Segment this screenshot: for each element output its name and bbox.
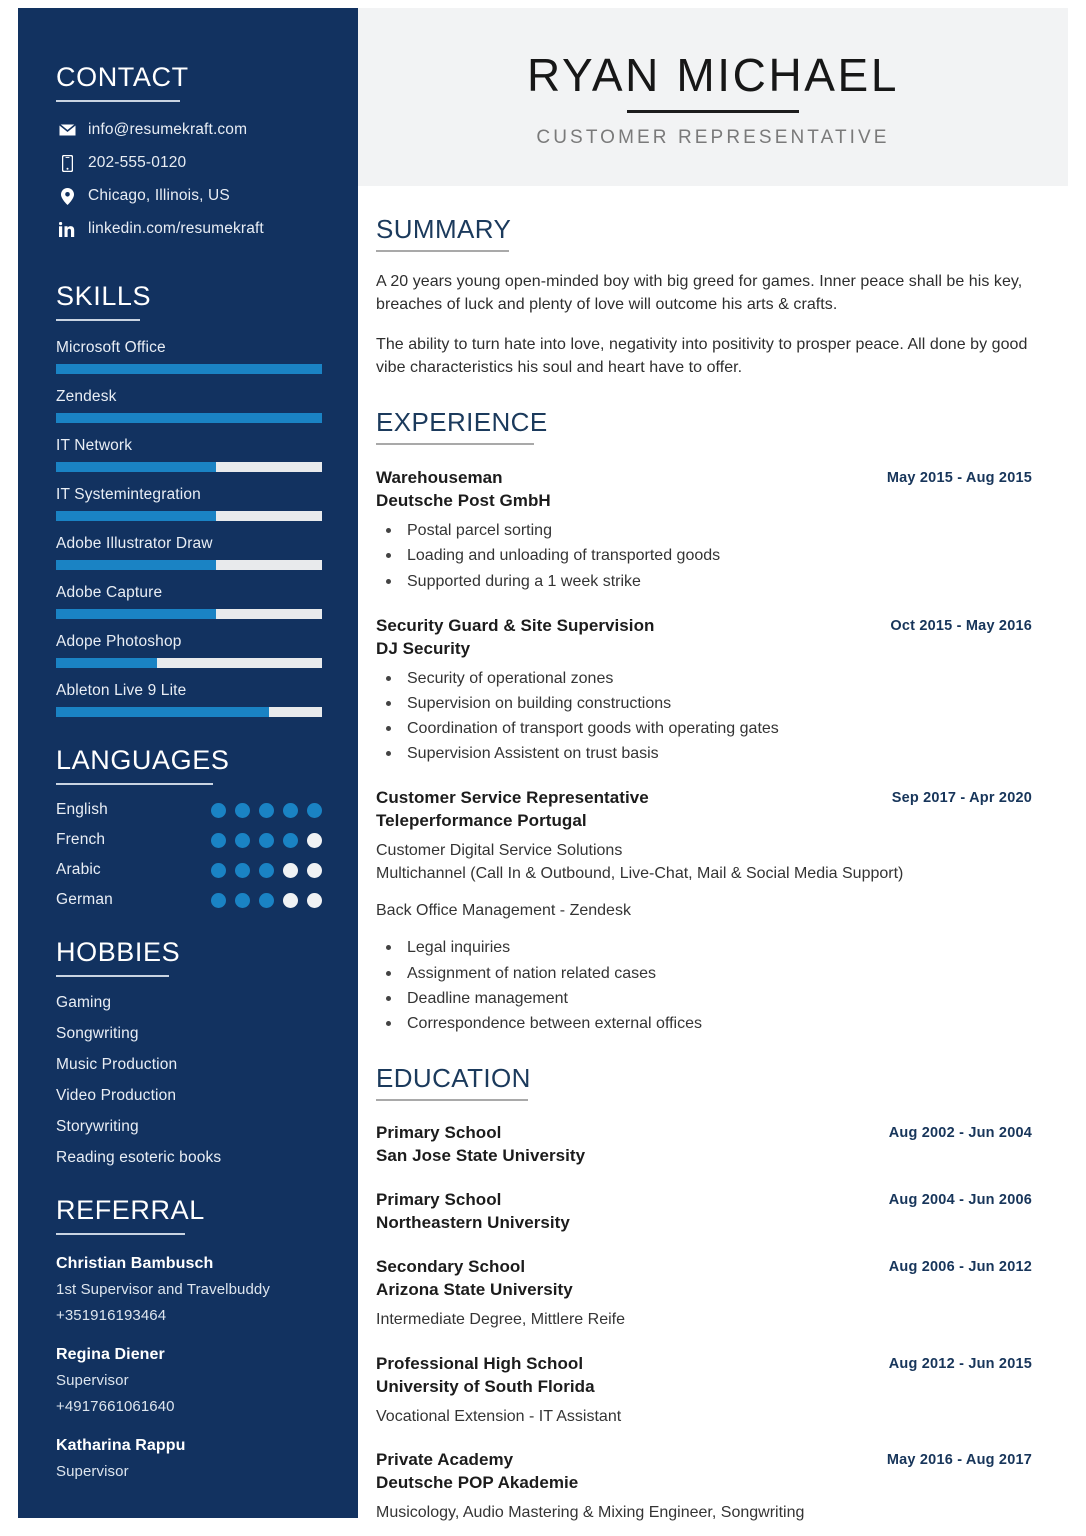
location-pin-icon xyxy=(56,188,78,205)
skill-bar xyxy=(56,658,322,668)
spacer xyxy=(56,717,322,747)
list-item: Legal inquiries xyxy=(376,936,1032,959)
rating-dot-filled xyxy=(235,863,250,878)
hobby-item: Video Production xyxy=(56,1087,177,1104)
skill-bar-fill xyxy=(56,658,157,668)
contact-email-text: info@resumekraft.com xyxy=(88,121,248,138)
hobbies-list xyxy=(56,994,322,1167)
experience-note: Customer Digital Service Solutions xyxy=(376,842,623,860)
list-item: Supervision Assistent on trust basis xyxy=(376,742,1032,765)
experience-note: Back Office Management - Zendesk xyxy=(376,901,631,919)
languages-heading-rule xyxy=(56,783,213,785)
hobby-item: Reading esoteric books xyxy=(56,1149,222,1166)
skill-item xyxy=(56,584,322,619)
experience-entry xyxy=(376,467,1032,592)
experience-org: Deutsche Post GmbH xyxy=(376,491,551,511)
skill-bar-fill xyxy=(56,609,216,619)
referral-heading-rule xyxy=(56,1233,185,1235)
list-item: Security of operational zones xyxy=(376,667,1032,690)
contact-item-location[interactable] xyxy=(56,187,322,205)
experience-role: Warehouseman xyxy=(376,468,503,488)
rating-dot-filled xyxy=(211,893,226,908)
rating-dot-empty xyxy=(307,893,322,908)
rating-dot-filled xyxy=(307,803,322,818)
education-date: Aug 2004 - Jun 2006 xyxy=(888,1192,1032,1209)
education-heading: EDUCATION xyxy=(376,1063,531,1094)
referral-phone: +351916193464 xyxy=(56,1307,167,1324)
rating-dot-filled xyxy=(259,863,274,878)
referral-name: Katharina Rappu xyxy=(56,1437,186,1454)
education-school: University of South Florida xyxy=(376,1376,595,1396)
referral-role: Supervisor xyxy=(56,1463,129,1480)
rating-dot-empty xyxy=(283,863,298,878)
skill-item xyxy=(56,339,322,374)
languages-heading: LANGUAGES xyxy=(56,745,230,775)
experience-role: Customer Service Representative xyxy=(376,788,649,808)
sidebar xyxy=(18,8,358,1518)
skill-label: Adobe Illustrator Draw xyxy=(56,535,213,552)
language-rating xyxy=(211,833,322,848)
skill-label: Zendesk xyxy=(56,388,117,405)
list-item: Coordination of transport goods with operating gates xyxy=(376,717,1032,740)
education-date: Aug 2002 - Jun 2004 xyxy=(888,1125,1032,1142)
languages-list xyxy=(56,801,322,909)
referral-list xyxy=(56,1255,322,1480)
language-rating xyxy=(211,893,322,908)
language-item xyxy=(56,861,322,879)
summary-heading: SUMMARY xyxy=(376,214,512,244)
mobile-phone-icon xyxy=(56,155,78,172)
skills-section-header xyxy=(56,283,322,321)
skill-bar xyxy=(56,511,322,521)
hobby-item: Gaming xyxy=(56,994,112,1011)
experience-entry xyxy=(376,615,1032,766)
page-title: RYAN MICHAEL xyxy=(526,48,900,101)
rating-dot-filled xyxy=(283,803,298,818)
experience-bullets xyxy=(376,667,1032,766)
summary-paragraph: A 20 years young open-minded boy with big greed for games. Inner peace shall be his key, breaches of luck and plenty of love will outcome his arts & crafts. xyxy=(376,273,1023,314)
education-degree: Private Academy xyxy=(376,1450,514,1470)
education-degree: Secondary School xyxy=(376,1257,526,1277)
rating-dot-filled xyxy=(259,803,274,818)
skill-bar xyxy=(56,462,322,472)
job-title: CUSTOMER REPRESENTATIVE xyxy=(536,126,890,148)
education-school: San Jose State University xyxy=(376,1146,586,1166)
contact-heading-rule xyxy=(56,100,180,102)
experience-org: Teleperformance Portugal xyxy=(376,811,587,831)
hobby-item: Songwriting xyxy=(56,1025,139,1042)
rating-dot-empty xyxy=(307,833,322,848)
rating-dot-filled xyxy=(211,833,226,848)
skill-item xyxy=(56,633,322,668)
list-item: Deadline management xyxy=(376,987,1032,1010)
education-entry xyxy=(376,1449,1032,1525)
skill-label: IT Systemintegration xyxy=(56,486,201,503)
skill-item xyxy=(56,388,322,423)
rating-dot-empty xyxy=(283,893,298,908)
education-degree: Professional High School xyxy=(376,1353,584,1373)
contact-list xyxy=(56,121,322,238)
experience-role: Security Guard & Site Supervision xyxy=(376,615,655,635)
education-degree: Primary School xyxy=(376,1190,502,1210)
skill-bar-fill xyxy=(56,364,322,374)
language-rating xyxy=(211,803,322,818)
skill-bar-fill xyxy=(56,560,216,570)
referral-item xyxy=(56,1255,322,1324)
spacer xyxy=(56,253,322,283)
name-divider xyxy=(627,110,799,113)
skill-bar-fill xyxy=(56,413,322,423)
education-date: Aug 2006 - Jun 2012 xyxy=(888,1259,1032,1276)
rating-dot-filled xyxy=(211,863,226,878)
skill-label: Ableton Live 9 Lite xyxy=(56,682,187,699)
experience-heading-rule xyxy=(376,443,534,445)
experience-section xyxy=(376,409,1032,1035)
skill-bar xyxy=(56,413,322,423)
spacer xyxy=(56,909,322,939)
list-item: Postal parcel sorting xyxy=(376,519,1032,542)
rating-dot-filled xyxy=(235,833,250,848)
language-label: English xyxy=(56,801,108,818)
contact-location-text: Chicago, Illinois, US xyxy=(88,187,230,204)
language-rating xyxy=(211,863,322,878)
language-item xyxy=(56,891,322,909)
referral-section-header xyxy=(56,1197,322,1235)
education-degree: Primary School xyxy=(376,1123,502,1143)
skills-list xyxy=(56,339,322,717)
education-note: Vocational Extension - IT Assistant xyxy=(376,1407,622,1425)
skill-bar xyxy=(56,609,322,619)
education-entry xyxy=(376,1256,1032,1332)
experience-date: May 2015 - Aug 2015 xyxy=(886,470,1032,487)
experience-bullets xyxy=(376,519,1032,593)
skill-label: IT Network xyxy=(56,437,133,454)
skill-bar xyxy=(56,364,322,374)
referral-item xyxy=(56,1346,322,1415)
languages-section-header xyxy=(56,747,322,785)
contact-phone-text: 202-555-0120 xyxy=(88,154,187,171)
experience-entry xyxy=(376,787,1032,1035)
referral-heading: REFERRAL xyxy=(56,1195,205,1225)
education-entry xyxy=(376,1189,1032,1235)
experience-date: Sep 2017 - Apr 2020 xyxy=(891,790,1032,807)
language-label: Arabic xyxy=(56,861,101,878)
skill-item xyxy=(56,535,322,570)
contact-linkedin-text: linkedin.com/resumekraft xyxy=(88,220,264,237)
rating-dot-empty xyxy=(307,863,322,878)
contact-item-phone[interactable] xyxy=(56,154,322,172)
education-entry xyxy=(376,1353,1032,1429)
referral-role: 1st Supervisor and Travelbuddy xyxy=(56,1281,270,1298)
referral-name: Christian Bambusch xyxy=(56,1255,214,1272)
name-banner xyxy=(358,8,1068,186)
referral-item xyxy=(56,1437,322,1480)
contact-heading: CONTACT xyxy=(56,62,189,92)
education-date: Aug 2012 - Jun 2015 xyxy=(888,1355,1032,1372)
envelope-icon xyxy=(56,124,78,136)
referral-name: Regina Diener xyxy=(56,1346,165,1363)
summary-heading-rule xyxy=(376,250,509,252)
summary-paragraph: The ability to turn hate into love, negativity into positivity to prosper peace. All done by good vibe characteristics his soul and heart have to offer. xyxy=(376,335,1028,376)
skill-label: Microsoft Office xyxy=(56,339,166,356)
hobby-item: Storywriting xyxy=(56,1118,139,1135)
linkedin-icon xyxy=(56,222,78,237)
referral-role: Supervisor xyxy=(56,1372,129,1389)
skill-item xyxy=(56,486,322,521)
skill-label: Adope Photoshop xyxy=(56,633,182,650)
skill-label: Adobe Capture xyxy=(56,584,163,601)
list-item: Correspondence between external offices xyxy=(376,1012,1032,1035)
education-section xyxy=(376,1065,1032,1525)
rating-dot-filled xyxy=(259,833,274,848)
education-heading-rule xyxy=(376,1099,528,1101)
experience-heading: EXPERIENCE xyxy=(376,407,548,438)
hobbies-heading-rule xyxy=(56,975,169,977)
experience-org: DJ Security xyxy=(376,638,471,658)
skill-bar xyxy=(56,560,322,570)
list-item: Supported during a 1 week strike xyxy=(376,570,1032,593)
education-school: Northeastern University xyxy=(376,1213,570,1233)
referral-phone: +4917661061640 xyxy=(56,1398,175,1415)
contact-item-email[interactable] xyxy=(56,121,322,139)
education-entry xyxy=(376,1122,1032,1168)
skills-heading: SKILLS xyxy=(56,281,152,311)
language-item xyxy=(56,831,322,849)
rating-dot-filled xyxy=(283,833,298,848)
list-item: Assignment of nation related cases xyxy=(376,962,1032,985)
experience-bullets xyxy=(376,936,1032,1035)
education-note: Musicology, Audio Mastering & Mixing Engineer, Songwriting xyxy=(376,1504,805,1522)
skill-bar-fill xyxy=(56,511,216,521)
hobbies-heading: HOBBIES xyxy=(56,937,181,967)
rating-dot-filled xyxy=(235,803,250,818)
education-note: Intermediate Degree, Mittlere Reife xyxy=(376,1311,625,1329)
education-school: Deutsche POP Akademie xyxy=(376,1473,579,1493)
experience-note: Multichannel (Call In & Outbound, Live-Chat, Mail & Social Media Support) xyxy=(376,865,904,882)
rating-dot-filled xyxy=(235,893,250,908)
skill-item xyxy=(56,437,322,472)
spacer xyxy=(56,1167,322,1197)
contact-section-header xyxy=(56,64,322,102)
contact-item-linkedin[interactable] xyxy=(56,220,322,238)
language-label: French xyxy=(56,831,106,848)
skill-bar xyxy=(56,707,322,717)
rating-dot-filled xyxy=(211,803,226,818)
language-label: German xyxy=(56,891,113,908)
hobbies-section-header xyxy=(56,939,322,977)
main-content xyxy=(358,8,1068,1522)
hobby-item: Music Production xyxy=(56,1056,178,1073)
summary-section xyxy=(376,216,1032,379)
skill-item xyxy=(56,682,322,717)
education-school: Arizona State University xyxy=(376,1280,573,1300)
education-date: May 2016 - Aug 2017 xyxy=(886,1452,1032,1469)
list-item: Loading and unloading of transported goods xyxy=(376,544,1032,567)
skill-bar-fill xyxy=(56,707,269,717)
list-item: Supervision on building constructions xyxy=(376,692,1032,715)
skills-heading-rule xyxy=(56,319,140,321)
skill-bar-fill xyxy=(56,462,216,472)
language-item xyxy=(56,801,322,819)
experience-date: Oct 2015 - May 2016 xyxy=(890,617,1032,634)
rating-dot-filled xyxy=(259,893,274,908)
